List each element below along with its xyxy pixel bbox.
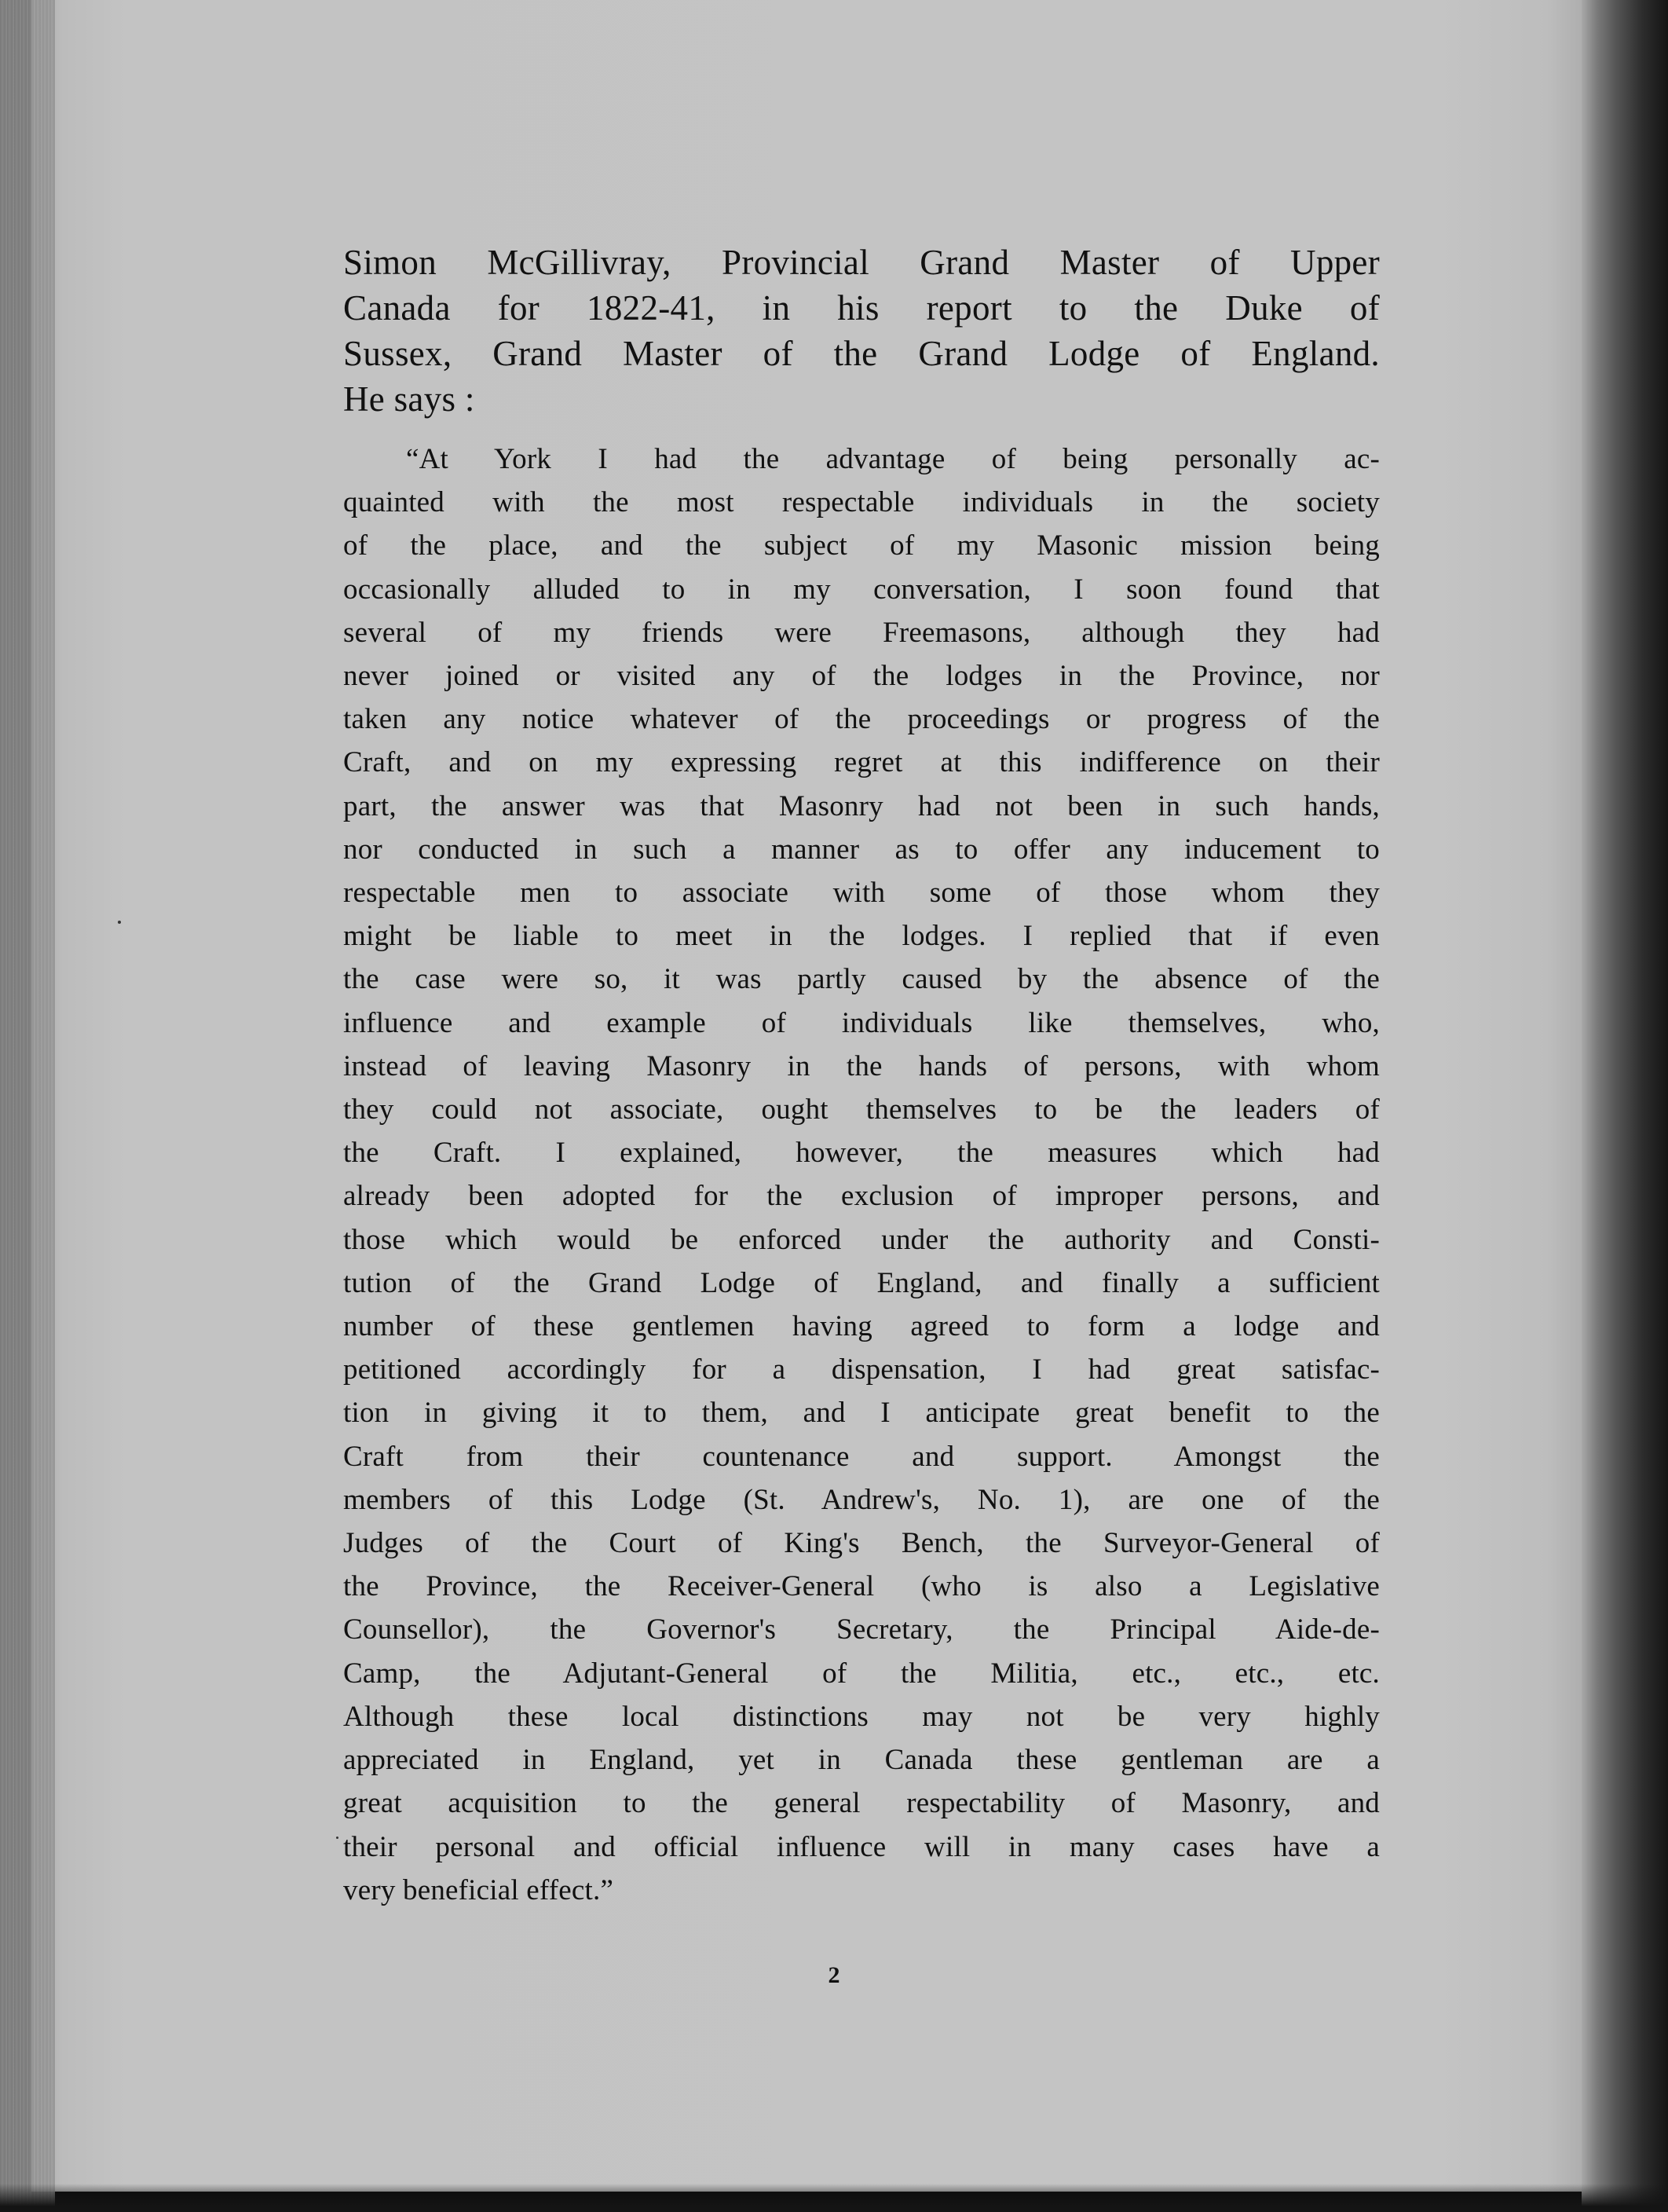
quote-line: they could not associate, ought themselves to be the leaders of [343,1093,1380,1126]
quote-line: members of this Lodge (St. Andrew's, No. 1), are one of the [343,1483,1380,1516]
page-number: 2 [828,1962,840,1988]
quote-line: Craft from their countenance and support. Amongst the [343,1440,1380,1473]
quote-line: might be liable to meet in the lodges. I replied that if even [343,920,1380,953]
quote-line: occasionally alluded to in my conversation, I soon found that [343,573,1380,606]
paper-speck [336,1837,338,1839]
quote-line: appreciated in England, yet in Canada these gentleman are a [343,1744,1380,1777]
quote-line: respectable men to associate with some of those whom they [343,877,1380,910]
quote-line: never joined or visited any of the lodges in the Province, nor [343,660,1380,693]
quote-line: influence and example of individuals like themselves, who, [343,1006,1380,1039]
quote-line: tion in giving it to them, and I anticipate great benefit to the [343,1397,1380,1430]
quote-line: already been adopted for the exclusion of improper persons, and [343,1180,1380,1213]
paper-speck [118,921,121,924]
quote-line: the Craft. I explained, however, the measures which had [343,1137,1380,1170]
quote-line: number of these gentlemen having agreed to form a lodge and [343,1310,1380,1343]
quote-line: of the place, and the subject of my Masonic mission being [343,529,1380,562]
intro-line: Simon McGillivray, Provincial Grand Master of Upper [343,243,1380,282]
quote-line: Counsellor), the Governor's Secretary, the Principal Aide-de- [343,1613,1380,1646]
quote-line: “At York I had the advantage of being personally ac- [406,443,1380,475]
book-spine-shadow [1582,0,1668,2212]
quote-line: the Province, the Receiver-General (who is also a Legislative [343,1570,1380,1603]
intro-line: Sussex, Grand Master of the Grand Lodge of England. [343,334,1380,373]
quote-line: taken any notice whatever of the proceedings or progress of the [343,703,1380,736]
bottom-edge-shadow [0,2184,1668,2212]
quote-line: Although these local distinctions may not be very highly [343,1700,1380,1733]
quote-line: their personal and official influence will in many cases have a [343,1830,1380,1863]
quote-line: very beneficial effect.” [343,1873,614,1906]
quote-line: Judges of the Court of King's Bench, the Surveyor-General of [343,1527,1380,1560]
quoted-report-paragraph [343,438,1380,1912]
quote-line: great acquisition to the general respectability of Masonry, and [343,1787,1380,1820]
quote-line: petitioned accordingly for a dispensation, I had great satisfac- [343,1353,1380,1386]
intro-line: Canada for 1822-41, in his report to the Duke of [343,288,1380,328]
intro-line: He says : [343,379,475,419]
quote-line: Craft, and on my expressing regret at this indifference on their [343,746,1380,779]
quote-line: instead of leaving Masonry in the hands of persons, with whom [343,1049,1380,1082]
quote-line: tution of the Grand Lodge of England, and finally a sufficient [343,1266,1380,1299]
quote-line: quainted with the most respectable individuals in the society [343,486,1380,519]
quote-line: several of my friends were Freemasons, although they had [343,616,1380,649]
quote-line: Camp, the Adjutant-General of the Militia, etc., etc., etc. [343,1657,1380,1690]
quote-line: nor conducted in such a manner as to offer any inducement to [343,833,1380,866]
quote-line: those which would be enforced under the authority and Consti- [343,1223,1380,1256]
quote-line: part, the answer was that Masonry had not been in such hands, [343,789,1380,822]
intro-paragraph [343,240,1380,422]
page-stack-edge [0,0,55,2212]
text-body [343,240,1380,1912]
quote-line: the case were so, it was partly caused by the absence of the [343,963,1380,996]
